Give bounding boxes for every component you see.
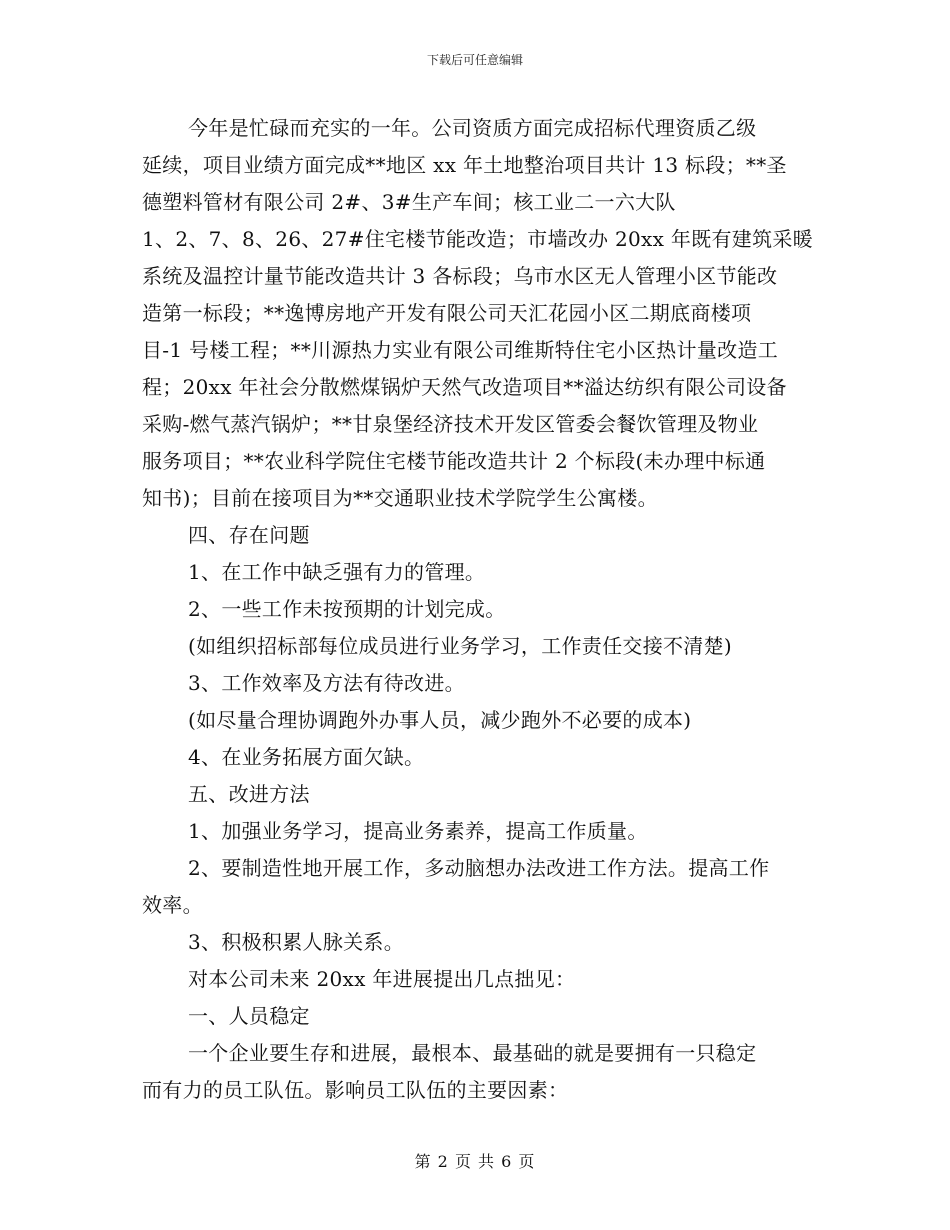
- body-line-9: 采购-燃气蒸汽锅炉；**甘泉堡经济技术开发区管委会餐饮管理及物业: [142, 412, 759, 436]
- body-line-4: 1、2、7、8、26、27#住宅楼节能改造；市墙改办 20xx 年既有建筑采暖: [142, 227, 813, 251]
- body-line-1: 今年是忙碌而充实的一年。公司资质方面完成招标代理资质乙级: [188, 116, 757, 140]
- problem-item-1: 1、在工作中缺乏强有力的管理。: [188, 560, 486, 584]
- improvement-item-2: 2、要制造性地开展工作，多动脑想办法改进工作方法。提高工作: [188, 856, 770, 880]
- body-line-3: 德塑料管材有限公司 2#、3#生产车间；核工业二一六大队: [142, 190, 676, 214]
- body-line-11: 知书)；目前在接项目为**交通职业技术学院学生公寓楼。: [142, 486, 658, 510]
- problem-item-2: 2、一些工作未按预期的计划完成。: [188, 597, 506, 621]
- body-line-staff-2: 而有力的员工队伍。影响员工队伍的主要因素：: [142, 1078, 569, 1102]
- body-line-6: 造第一标段；**逸博房地产开发有限公司天汇花园小区二期底商楼项: [142, 301, 752, 325]
- page-header: 下载后可任意编辑: [426, 53, 523, 67]
- problem-item-4: 4、在业务拓展方面欠缺。: [188, 745, 425, 769]
- body-line-7: 目-1 号楼工程；**川源热力实业有限公司维斯特住宅小区热计量改造工: [142, 338, 779, 362]
- improvement-item-3: 3、积极积累人脉关系。: [188, 930, 405, 954]
- section-heading-staff: 一、人员稳定: [188, 1004, 310, 1028]
- body-line-2: 延续，项目业绩方面完成**地区 xx 年土地整治项目共计 13 标段；**圣: [142, 153, 787, 177]
- body-line-5: 系统及温控计量节能改造共计 3 各标段；乌市水区无人管理小区节能改: [142, 264, 778, 288]
- problem-item-3: 3、工作效率及方法有待改进。: [188, 671, 465, 695]
- body-line-8: 程；20xx 年社会分散燃煤锅炉天然气改造项目**溢达纺织有限公司设备: [142, 375, 787, 399]
- outlook-intro: 对本公司未来 20xx 年进展提出几点拙见：: [188, 967, 576, 991]
- body-line-10: 服务项目；**农业科学院住宅楼节能改造共计 2 个标段(未办理中标通: [142, 449, 766, 473]
- problem-note-3: (如尽量合理协调跑外办事人员，减少跑外不必要的成本): [188, 708, 692, 732]
- body-line-staff-1: 一个企业要生存和进展，最根本、最基础的就是要拥有一只稳定: [188, 1041, 757, 1065]
- section-heading-improvements: 五、改进方法: [188, 782, 310, 806]
- improvement-item-1: 1、加强业务学习，提高业务素养，提高工作质量。: [188, 819, 648, 843]
- section-heading-problems: 四、存在问题: [188, 523, 310, 547]
- page-footer: 第 2 页 共 6 页: [414, 1152, 536, 1171]
- improvement-item-2-cont: 效率。: [142, 893, 203, 917]
- problem-note-2: (如组织招标部每位成员进行业务学习，工作责任交接不清楚): [188, 634, 733, 658]
- document-body: [142, 110, 813, 1109]
